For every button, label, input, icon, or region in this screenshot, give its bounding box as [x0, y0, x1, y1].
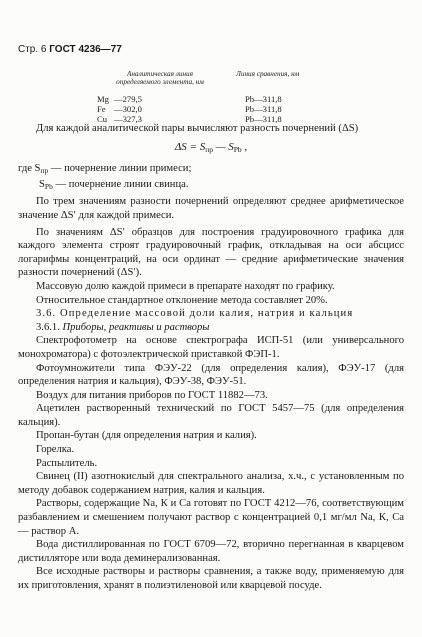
formula-part: ΔS = S — [174, 140, 206, 153]
paragraph: Все исходные растворы и растворы сравнения, а также воду, применяемую для их приготовления, хранят в полиэтиленовой или кварцевой посуде. — [18, 566, 404, 591]
col1-header-line2: определяемого элемента, нм — [116, 78, 204, 87]
paragraph: Пропан-бутан (для определения натрия и калия). — [36, 430, 257, 442]
paragraph: Фотоумножители типа ФЭУ-22 (для определения калия), ФЭУ-17 (для определения натрия и кальция), ФЭУ-38, ФЭУ-51. — [18, 362, 404, 388]
paragraph: Относительное стандартное отклонение метода составляет 20%. — [36, 294, 328, 306]
table-col1-header — [90, 70, 230, 86]
paragraph: Горелка. — [36, 444, 75, 456]
line-cell: —279,5 — [114, 94, 142, 104]
table-col2 — [245, 94, 282, 125]
where-line — [18, 178, 404, 194]
paragraph: По значениям ΔS′ образцов для построения градуировочного графика для каждого элемента строят градуировочный график, откладывая на оси абсцисс логарифмы концентраций, на оси ординат — средние арифметические значения разности почернений (ΔS′). — [18, 226, 404, 279]
formula-part: — S — [212, 140, 234, 153]
table-row — [97, 104, 142, 114]
where-block — [18, 162, 404, 193]
paragraph: Массовую долю каждой примеси в препарате находят по графику. — [36, 280, 335, 292]
document-body — [18, 122, 404, 593]
standard-code: ГОСТ 4236—77 — [49, 44, 122, 55]
col1-header-line1: Аналитическая линия — [127, 70, 193, 78]
where-text: — почернение линии примеси; — [48, 163, 192, 175]
line-cell: —302,0 — [114, 104, 142, 115]
col2-header: Линия сравнения, нм — [236, 70, 300, 78]
paragraph: Свинец (II) азотнокислый для спектрального анализа, х.ч., с установленным по методу добавок содержанием натрия, калия и кальция. — [18, 471, 404, 496]
paragraph: По трем значениям разности почернений определяют среднее арифметическое значение ΔS′ для каждой примеси. — [18, 196, 404, 221]
paragraph: Растворы, содержащие Na, К и Са готовят по ГОСТ 4212—76, соответствующим разбавлением и смешением получают раствор с концентрацией 0,1 мг/мл Na, К, Са — раствор А. — [18, 498, 404, 537]
formula-sub: Pb — [233, 144, 242, 154]
paragraph: Для каждой аналитической пары вычисляют разность почернений (ΔS) — [36, 123, 359, 134]
subsection-heading — [18, 321, 404, 335]
table-row — [97, 94, 142, 104]
element-cell: Mg — [97, 94, 109, 104]
subsection-number: 3.6.1. — [36, 321, 63, 333]
subsection-title: Приборы, реактивы и растворы — [62, 321, 210, 333]
paragraph: Распылитель. — [36, 457, 98, 469]
paragraph: Вода дистиллированная по ГОСТ 6709—72, вторично перегнанная в кварцевом дистилляторе или вода деминерализованная. — [18, 539, 404, 564]
page-number: Стр. 6 — [18, 44, 47, 55]
paragraph: Спектрофотометр на основе спектрографа ИСП-51 (или универсального монохроматора) с фотоэлектрической приставкой ФЭП-1. — [18, 335, 404, 360]
where-line — [18, 162, 404, 178]
reference-cell: Pb—311,8 — [245, 104, 282, 115]
table-col1 — [97, 94, 142, 125]
where-var: S — [39, 178, 45, 190]
element-cell: Fe — [97, 104, 106, 115]
table-col2-header — [236, 70, 299, 78]
where-sub: пр — [40, 166, 49, 176]
where-text: — почернение линии свинца. — [52, 178, 189, 190]
reference-cell: Pb—311,8 — [245, 94, 282, 104]
where-sub: Pb — [44, 181, 53, 191]
formula-sub: пр — [205, 144, 213, 154]
paragraph: Воздух для питания приборов по ГОСТ 11882—73. — [36, 389, 268, 401]
where-var: где S — [18, 163, 41, 175]
element-cell: Cu — [97, 114, 108, 125]
formula-part: , — [241, 140, 248, 153]
page-header — [18, 44, 122, 55]
formula — [18, 141, 404, 157]
reference-cell: Pb—311,8 — [245, 114, 282, 125]
paragraph: Ацетилен растворенный технический по ГОСТ 5457—75 (для определения кальция). — [18, 403, 404, 428]
line-cell: —327,3 — [114, 114, 142, 125]
section-heading: 3.6. Определение массовой доли калия, натрия и кальция — [36, 308, 354, 320]
